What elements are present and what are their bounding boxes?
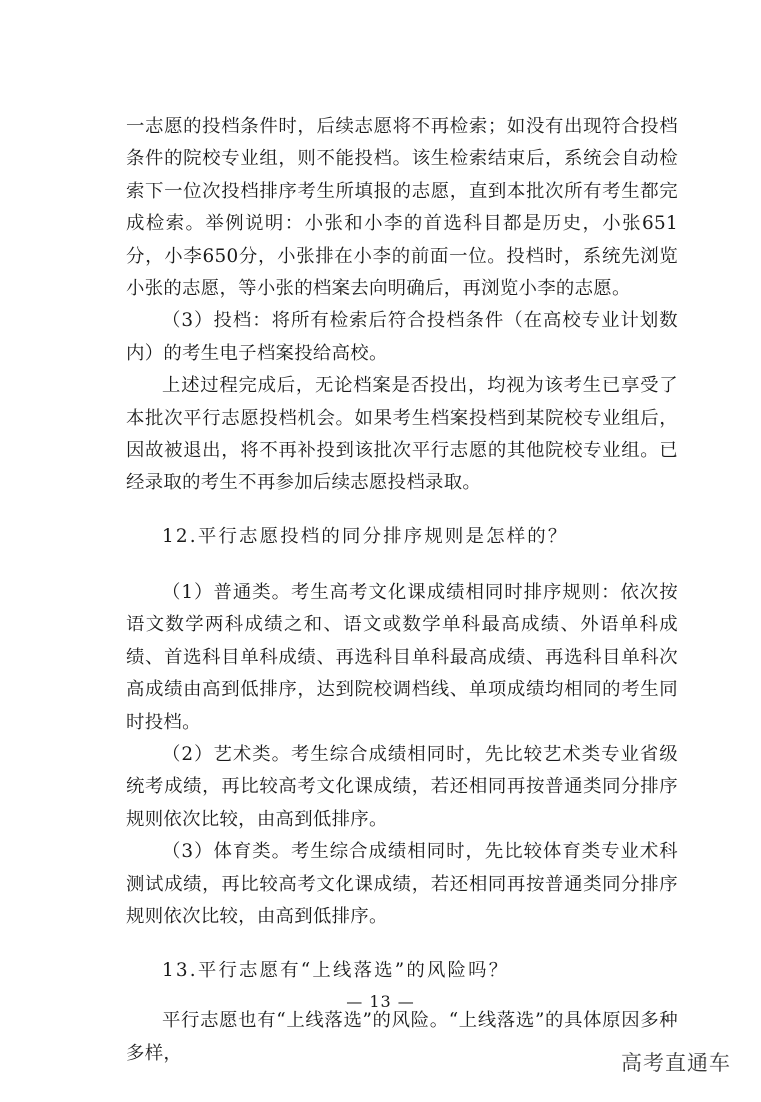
paragraph-art-category: （2）艺术类。考生综合成绩相同时，先比较艺术类专业省级统考成绩，再比较高考文化课成绩，若还相同再按普通类同分排序规则依次比较，由高到低排序。 <box>126 743 678 830</box>
document-body <box>126 111 678 1070</box>
paragraph-submission-opportunity: 上述过程完成后，无论档案是否投出，均视为该考生已享受了本批次平行志愿投档机会。如果考生档案投档到某院校专业组后，因故被退出，将不再补投到该批次平行志愿的其他院校专业组。已经录取的考生不再参加后续志愿投档录取。 <box>126 375 678 494</box>
paragraph-general-category: （1）普通类。考生高考文化课成绩相同时排序规则：依次按语文数学两科成绩之和、语文或数学单科最高成绩、外语单科成绩、首选科目单科成绩、再选科目单科最高成绩、再选科目单科次高成绩由高到低排序，达到院校调档线、单项成绩均相同的考生同时投档。 <box>126 581 678 733</box>
paragraph-retrieval-example: 一志愿的投档条件时，后续志愿将不再检索；如没有出现符合投档条件的院校专业组，则不能投档。该生检索结束后，系统会自动检索下一位次投档排序考生所填报的志愿，直到本批次所有考生都完成检索。举例说明：小张和小李的首选科目都是历史，小张651分，小李650分，小张排在小李的前面一位。投档时，系统先浏览小张的志愿，等小张的档案去向明确后，再浏览小李的志愿。 <box>126 116 678 300</box>
section-heading-13: 13.平行志愿有“上线落选”的风险吗？ <box>162 960 510 982</box>
paragraph-submission-step: （3）投档：将所有检索后符合投档条件（在高校专业计划数内）的考生电子档案投给高校。 <box>126 310 678 364</box>
watermark-text: 高考直通车 <box>621 1051 731 1075</box>
paragraph-risk-intro: 平行志愿也有“上线落选”的风险。“上线落选”的具体原因多种多样， <box>126 1010 678 1064</box>
section-heading-12: 12.平行志愿投档的同分排序规则是怎样的？ <box>162 525 569 547</box>
paragraph-sports-category: （3）体育类。考生综合成绩相同时，先比较体育类专业术科测试成绩，再比较高考文化课成绩，若还相同再按普通类同分排序规则依次比较，由高到低排序。 <box>126 841 678 927</box>
page-number: — 13 — <box>346 992 415 1011</box>
